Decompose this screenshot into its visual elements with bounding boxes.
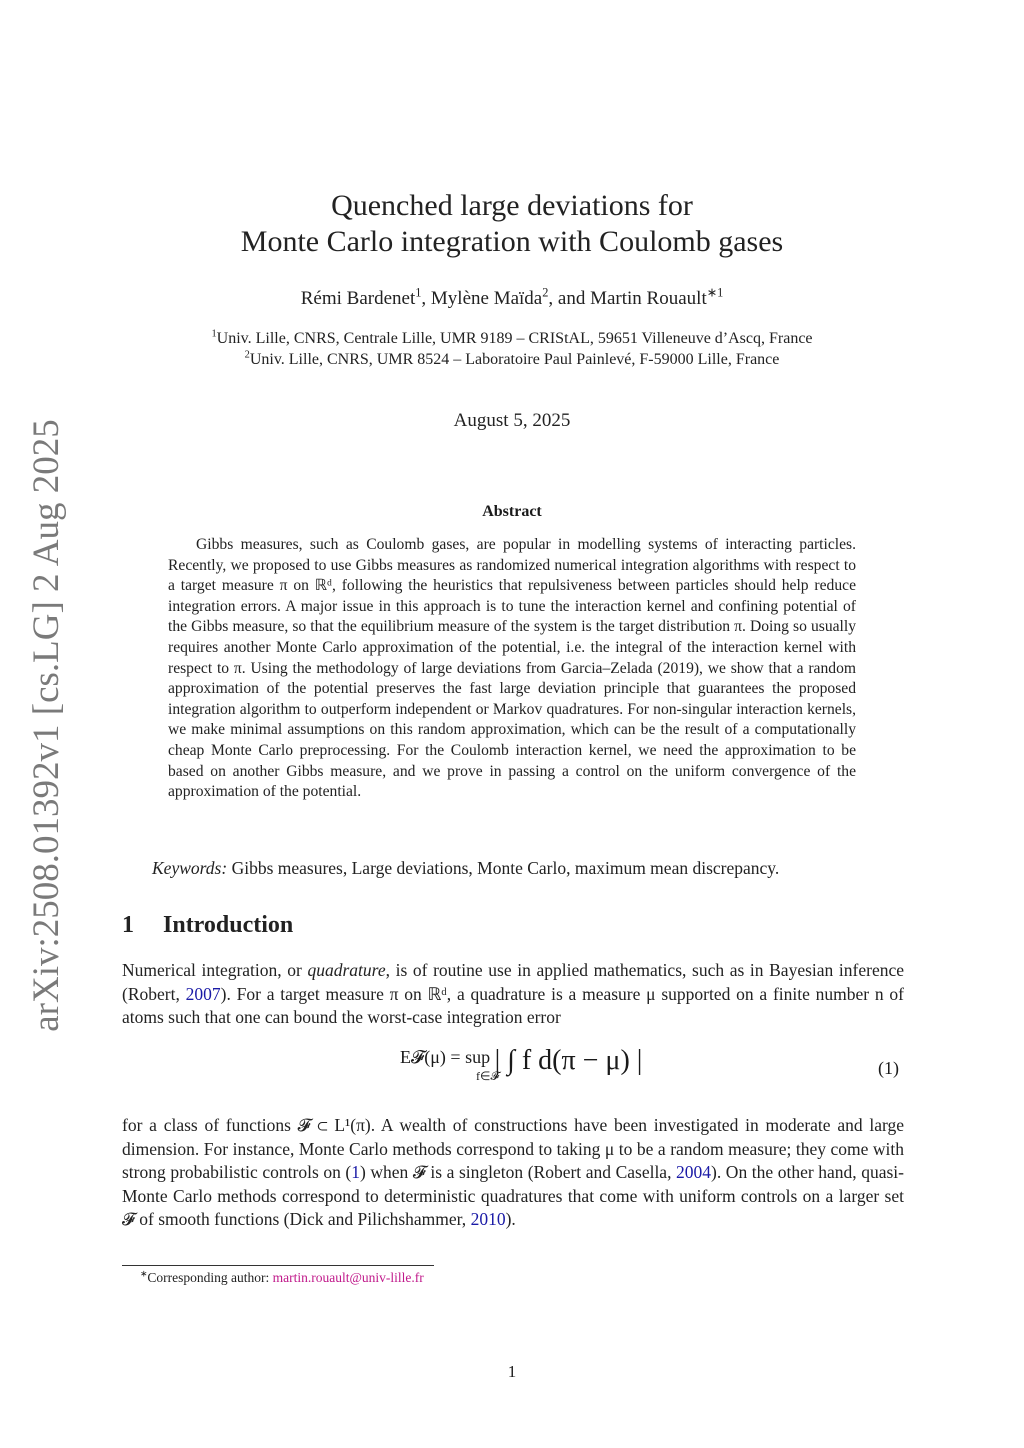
author-separator: , and xyxy=(548,288,591,309)
text-run: ). For a target measure π on ℝᵈ, a quadrature is a measure μ supported on a finite number n of atoms such that one can bound the worst-case integration error xyxy=(122,983,905,1027)
affiliation-mark: 1 xyxy=(211,328,217,340)
author-affil-mark: ∗1 xyxy=(706,285,724,300)
affiliation-text: Univ. Lille, CNRS, Centrale Lille, UMR 9189 – CRIStAL, 59651 Villeneuve d’Ascq, France xyxy=(216,330,813,347)
section-number: 1 xyxy=(122,912,134,938)
keywords-text: Gibbs measures, Large deviations, Monte Carlo, maximum mean discrepancy. xyxy=(231,858,780,878)
keywords xyxy=(152,858,779,879)
text-run: ) when 𝓕 is a singleton (Robert and Casella, xyxy=(360,1162,677,1182)
email-link[interactable]: martin.rouault@univ-lille.fr xyxy=(272,1270,424,1285)
affiliation-text: Univ. Lille, CNRS, UMR 8524 – Laboratoire Paul Painlevé, F-59000 Lille, France xyxy=(249,351,780,368)
affiliation-1 xyxy=(0,330,1024,348)
text-run: ). xyxy=(505,1209,516,1229)
author-name: Mylène Maïda xyxy=(430,288,543,309)
equation-number: (1) xyxy=(878,1058,899,1078)
author-name: Martin Rouault xyxy=(590,288,707,309)
text-run: , is of routine use in applied mathematics, such as in Bayesian inference (Robert, xyxy=(122,960,904,1004)
section-title: Introduction xyxy=(163,912,294,938)
equation-rhs: | ∫ f d(π − μ) | xyxy=(494,1045,643,1076)
abstract-text: Gibbs measures, such as Coulomb gases, are popular in modelling systems of interacting particles. Recently, we proposed to use Gibbs measures as randomized numerical integration algorithms with respect to a target measure π on ℝᵈ, following the heuristics that repulsiveness between particles should help reduce integration errors. A major issue in this approach is to tune the interaction kernel and confining potential of the Gibbs measure, so that the equilibrium measure of the system is the target distribution π. Doing so usually requires another Monte Carlo approximation of the potential, i.e. the integral of the interaction kernel with respect to π. Using the methodology of large deviations from Garcia–Zelada (2019), we show that a random approximation of the potential preserves the fast large deviation principle that guarantees the proposed integration algorithm to outperform independent or Markov quadratures. For non-singular interaction kernels, we make minimal assumptions on this random approximation, which can be the result of a computationally cheap Monte Carlo preprocessing. For the Coulomb interaction kernel, we need the approximation to be based on another Gibbs measure, and we prove in passing a control on the uniform convergence of the approximation of the potential. xyxy=(168,536,856,801)
citation-link[interactable]: 2004 xyxy=(676,1162,712,1182)
paper-title-line-1: Quenched large deviations for xyxy=(331,189,693,222)
text-run: for a class of functions 𝓕 ⊂ L¹(π). A wealth of constructions have been investigated in moderate and large dimension. For instance, Monte Carlo methods correspond to taking μ to be a random measure; they come with strong probabilistic controls on ( xyxy=(122,1115,904,1182)
affiliation-2 xyxy=(0,351,1024,369)
publication-date: August 5, 2025 xyxy=(453,410,571,431)
section-heading xyxy=(122,912,293,939)
author-name: Rémi Bardenet xyxy=(300,288,416,309)
author-affil-mark: 2 xyxy=(542,285,549,300)
footnote xyxy=(140,1270,424,1286)
emphasis-quadrature: quadrature xyxy=(307,960,386,980)
affiliation-mark: 2 xyxy=(244,349,250,361)
citation-link[interactable]: 2010 xyxy=(470,1209,506,1229)
author-separator: , xyxy=(421,288,431,309)
equation-ref-link[interactable]: 1 xyxy=(351,1162,360,1182)
citation-link[interactable]: 2007 xyxy=(185,983,221,1004)
author-affil-mark: 1 xyxy=(415,285,422,300)
equation-1 xyxy=(0,1045,1024,1105)
intro-paragraph-2 xyxy=(122,1114,904,1232)
footnote-label: Corresponding author: xyxy=(147,1270,273,1285)
author-list xyxy=(0,285,1024,310)
footnote-divider xyxy=(122,1265,434,1266)
page-number: 1 xyxy=(507,1362,517,1381)
equation-body xyxy=(400,1045,643,1083)
abstract-heading: Abstract xyxy=(482,503,542,520)
abstract-body xyxy=(168,535,856,803)
keywords-label: Keywords: xyxy=(152,858,228,878)
arxiv-stamp-text: arXiv:2508.01392v1 [cs.LG] 2 Aug 2025 xyxy=(25,418,67,1032)
equation-lhs: E𝓕(μ) = sup xyxy=(400,1047,491,1067)
text-run: ). On the other hand, quasi-Monte Carlo methods correspond to deterministic quadratures that come with uniform controls on a larger set 𝓕 of smooth functions (Dick and Pilichshammer, xyxy=(122,1162,904,1229)
equation-sup-subscript: f∈𝓕 xyxy=(476,1069,500,1083)
text-run: Numerical integration, or xyxy=(122,960,308,980)
footnote-mark: ∗ xyxy=(140,1268,148,1279)
intro-paragraph-1 xyxy=(122,959,904,1030)
paper-title-line-2: Monte Carlo integration with Coulomb gases xyxy=(240,225,784,258)
